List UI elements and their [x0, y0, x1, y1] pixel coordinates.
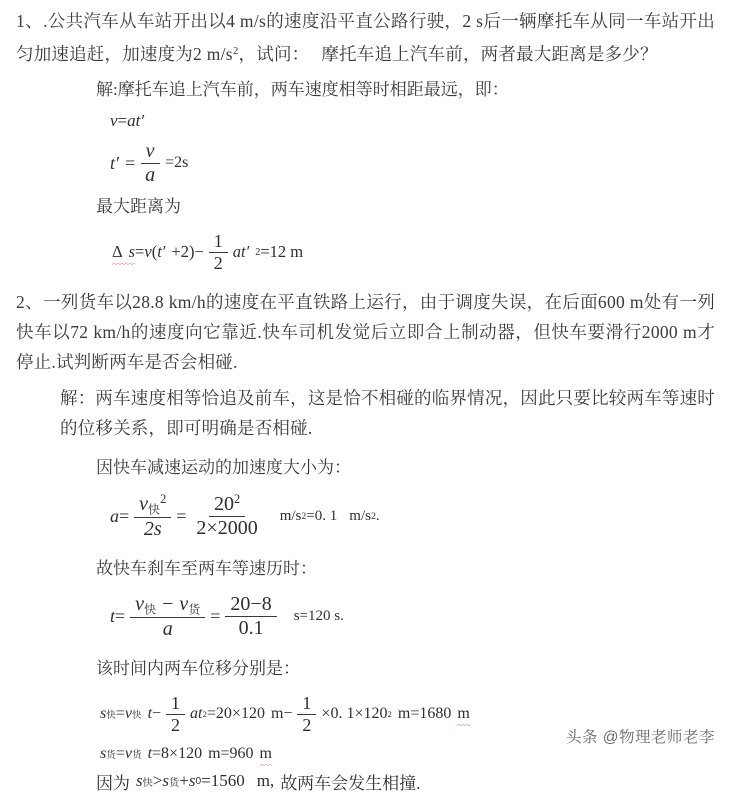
eq-sslow-lhs-subscript: 货 — [106, 749, 116, 761]
problem-2-value-braking-distance: 2000 m — [641, 321, 697, 342]
eq-accel-numerator-2 — [209, 493, 245, 517]
eq-accel-denominator — [139, 518, 167, 540]
eq2-fraction-v-over-a — [140, 141, 160, 186]
eq1-lhs-v: v — [110, 110, 118, 130]
eq-sslow-t: t — [147, 744, 153, 762]
eq-sfast-fraction-half-1 — [166, 694, 185, 735]
problem-2-conclusion — [0, 769, 729, 794]
problem-1-acceleration-exponent: 2 — [232, 45, 239, 57]
eq-sfast-equals-2: =20×120 — [206, 705, 265, 723]
eq-sslow-equals: = — [115, 744, 125, 762]
eq-accel-fraction-2 — [191, 493, 262, 539]
eq3-fraction-numerator: 1 — [209, 232, 228, 253]
eq3-symbol-a: a — [232, 242, 242, 262]
eq-time-fraction-1 — [130, 594, 205, 640]
eq-accel-result-unit-exponent: 2 — [370, 510, 376, 522]
eq3-delta: Δ — [112, 242, 123, 262]
problem-1-equation-2 — [0, 141, 729, 186]
eq3-equals: = — [135, 242, 145, 262]
conclusion-s-zero-subscript: 0 — [195, 775, 202, 787]
eq3-symbol-t2: t — [241, 242, 246, 262]
eq-accel-numerator-exponent: 2 — [160, 491, 167, 506]
problem-2-time-label: 故快车刹车至两车等速历时： — [96, 558, 317, 578]
eq-sfast-mid-exponent: 2 — [387, 709, 392, 720]
eq-time-numerator-v2-subscript: 货 — [188, 602, 201, 617]
conclusion-s-slow-subscript: 货 — [169, 777, 180, 789]
eq-sslow-equals-2: =8×120 — [152, 744, 203, 762]
problem-1-equation-1 — [0, 111, 729, 131]
eq-sfast-equals: = — [115, 705, 125, 723]
eq-accel-equals: = — [119, 505, 130, 526]
problem-2-value-freight-speed: 28.8 km/h — [132, 291, 206, 312]
eq-accel-equals-2: = — [176, 505, 187, 526]
eq1-symbol-t: t — [135, 110, 141, 130]
eq2-lhs-prime: ′ — [115, 152, 119, 173]
eq-time-denominator-a: a — [162, 617, 173, 640]
problem-2-text-p3: 处有一列快车以 — [16, 291, 715, 342]
eq-sfast-a: a — [190, 705, 199, 723]
conclusion-prefix: 因为 — [96, 773, 130, 793]
eq3-fraction-one-half — [209, 232, 228, 273]
eq-sslow-unit: m=960 — [208, 744, 254, 762]
eq3-fraction-denominator: 2 — [213, 252, 223, 273]
eq-accel-period: . — [375, 507, 380, 524]
problem-1-text-p1: .公共汽车从车站开出以 — [43, 11, 227, 31]
eq3-symbol-s: s — [128, 242, 136, 262]
eq-time-numerator-minus: − — [162, 592, 174, 615]
eq-time-equals-2: = — [210, 606, 221, 627]
eq-sfast-t2: t — [198, 705, 203, 723]
eq2-fraction-denominator: a — [145, 163, 156, 186]
eq-accel-denominator-2: 2×2000 — [196, 517, 258, 540]
conclusion-value: =1560 — [201, 771, 245, 791]
conclusion-suffix: 故两车会发生相撞. — [280, 773, 421, 793]
eq2-equals: = — [124, 152, 136, 173]
problem-2-number: 2、 — [16, 291, 44, 312]
conclusion-unit: m, — [256, 771, 275, 791]
problem-1-text-p4: ，试问： — [238, 43, 310, 64]
problem-2-solution-label: 解：两车速度相等恰追及前车，这是恰不相碰的临界情况，因此只要比较两车等速时的位移关系，即可明确是否相碰. — [60, 387, 715, 438]
problem-2-text-p2: 的速度在平直铁路上运行，由于调度失误，在后面 — [205, 291, 598, 312]
eq-time-numerator-v2: v — [179, 592, 189, 615]
eq-sslow-v-subscript: 货 — [131, 749, 142, 761]
eq-sfast-t: t — [147, 705, 153, 723]
problem-1-value-acceleration: 2 m/s — [193, 43, 233, 64]
eq-accel-lhs-a: a — [110, 505, 119, 526]
eq-sfast-unit-1: m− — [270, 705, 293, 723]
eq-accel-result: =0. 1 — [306, 507, 338, 524]
eq-time-numerator-2: 20−8 — [225, 594, 276, 617]
problem-1-text-p2: 的速度沿平直公路行驶， — [266, 11, 463, 31]
eq-sfast-half-2-den: 2 — [302, 714, 312, 735]
problem-1-equation-3 — [0, 232, 729, 273]
eq-sfast-fraction-half-2 — [297, 694, 316, 735]
eq-accel-result-unit: m/s — [349, 507, 371, 524]
eq-accel-numerator — [134, 493, 171, 518]
eq-accel-fraction-1 — [134, 493, 171, 540]
eq3-exponent: 2 — [255, 246, 261, 258]
problem-1-solution-label: 解:摩托车追上汽车前，两车速度相等时相距最远，即： — [96, 79, 509, 99]
eq-accel-numerator-2-exponent: 2 — [233, 492, 241, 507]
eq-sfast-t2-exponent: 2 — [202, 709, 207, 720]
eq-sfast-mid: ×0. 1×120 — [321, 705, 388, 723]
problem-2-text-p4: 的速度向它靠近.快车司机发觉后立即合上制动器，但快车要滑行 — [130, 321, 642, 342]
problem-2-equation-acceleration — [0, 493, 729, 540]
conclusion-s-zero: s — [188, 771, 196, 791]
eq-accel-unit-exponent: 2 — [301, 510, 307, 522]
problem-1-text-p5: 摩托车追上汽车前，两者最大距离是多少？ — [321, 43, 658, 64]
eq-time-denominator — [158, 618, 178, 640]
eq-sfast-minus: − — [152, 705, 162, 723]
eq-accel-numerator-subscript: 快 — [148, 502, 161, 517]
eq-accel-numerator-v: v — [139, 492, 149, 515]
problem-1-number: 1、 — [16, 11, 44, 31]
eq3-prime-2: ′ — [245, 242, 250, 262]
eq-accel-unit: m/s — [279, 507, 302, 524]
problem-2-text-p5: 才停止.试判断两车是否会相碰. — [16, 321, 715, 372]
conclusion-greater-than: > — [152, 771, 163, 791]
eq-sfast-half-1-den: 2 — [171, 714, 181, 735]
eq-time-numerator-v1-subscript: 快 — [144, 602, 157, 617]
problem-2-value-express-speed: 72 km/h — [70, 321, 131, 342]
eq-time-denominator-2: 0.1 — [238, 617, 264, 640]
eq-sslow-lhs-s: s — [100, 744, 107, 762]
problem-2-statement — [0, 287, 729, 377]
eq-accel-denominator-text: 2s — [143, 517, 162, 540]
eq3-symbol-v: v — [144, 242, 152, 262]
eq-sfast-lhs-subscript: 快 — [106, 710, 116, 722]
eq-sfast-lhs-s: s — [100, 705, 107, 723]
conclusion-s-slow: s — [162, 771, 170, 791]
eq-sslow-v: v — [124, 744, 132, 762]
problem-2-text-p1: 一列货车以 — [43, 291, 133, 312]
problem-1-value-initial-speed: 4 m/s — [226, 11, 267, 31]
eq-sfast-half-2-num: 1 — [297, 694, 316, 715]
eq-sfast-v-subscript: 快 — [131, 710, 142, 722]
problem-1-value-delay-time: 2 s — [462, 11, 484, 31]
problem-2-displacement-label: 该时间内两车位移分别是： — [96, 658, 300, 678]
eq1-symbol-a: a — [127, 110, 136, 130]
eq2-fraction-numerator: v — [141, 141, 160, 164]
eq2-lhs-t: t — [110, 152, 116, 173]
eq-sfast-unit-2: m=1680 — [397, 705, 452, 723]
conclusion-plus: + — [179, 771, 189, 791]
eq3-minus: − — [194, 242, 204, 262]
eq-sfast-half-1-num: 1 — [166, 694, 185, 715]
eq3-delta-s-group — [112, 242, 135, 262]
eq-accel-numerator-2-value: 20 — [213, 493, 234, 516]
problem-1-statement — [0, 6, 729, 69]
eq-time-fraction-2 — [225, 594, 276, 639]
problem-2-equation-time — [0, 594, 729, 640]
problem-1-text-p3: 后一辆摩托车从同一车站开出匀加速追赶，加速度为 — [16, 11, 716, 64]
eq1-prime: ′ — [140, 110, 145, 130]
problem-2-value-initial-gap: 600 m — [597, 291, 644, 312]
eq-sfast-unit-3: m — [457, 705, 470, 723]
eq-sslow-unit-2: m — [259, 744, 272, 762]
eq1-equals: = — [117, 110, 128, 130]
eq3-symbol-t: t — [157, 242, 162, 262]
problem-1-max-distance-label: 最大距离为 — [96, 196, 181, 216]
problem-2-acceleration-label: 因快车减速运动的加速度大小为： — [96, 457, 351, 477]
eq-time-lhs-t: t — [110, 606, 116, 627]
eq-time-numerator — [130, 594, 205, 618]
watermark-attribution: 头条 @物理老师老李 — [565, 729, 715, 746]
eq3-result: =12 m — [260, 242, 304, 262]
eq-time-result: s=120 s. — [293, 608, 344, 625]
eq-sfast-v: v — [124, 705, 132, 723]
conclusion-s-fast: s — [136, 771, 143, 791]
eq-time-numerator-v1: v — [135, 592, 145, 615]
eq3-prime: ′ — [161, 242, 166, 262]
eq2-result: =2s — [165, 154, 189, 172]
eq3-paren-open: ( — [151, 242, 158, 262]
eq-time-equals: = — [115, 606, 126, 627]
eq3-plus-two: +2) — [171, 242, 195, 262]
problem-2-equation-s-slow — [0, 745, 729, 763]
conclusion-s-fast-subscript: 快 — [142, 777, 153, 789]
